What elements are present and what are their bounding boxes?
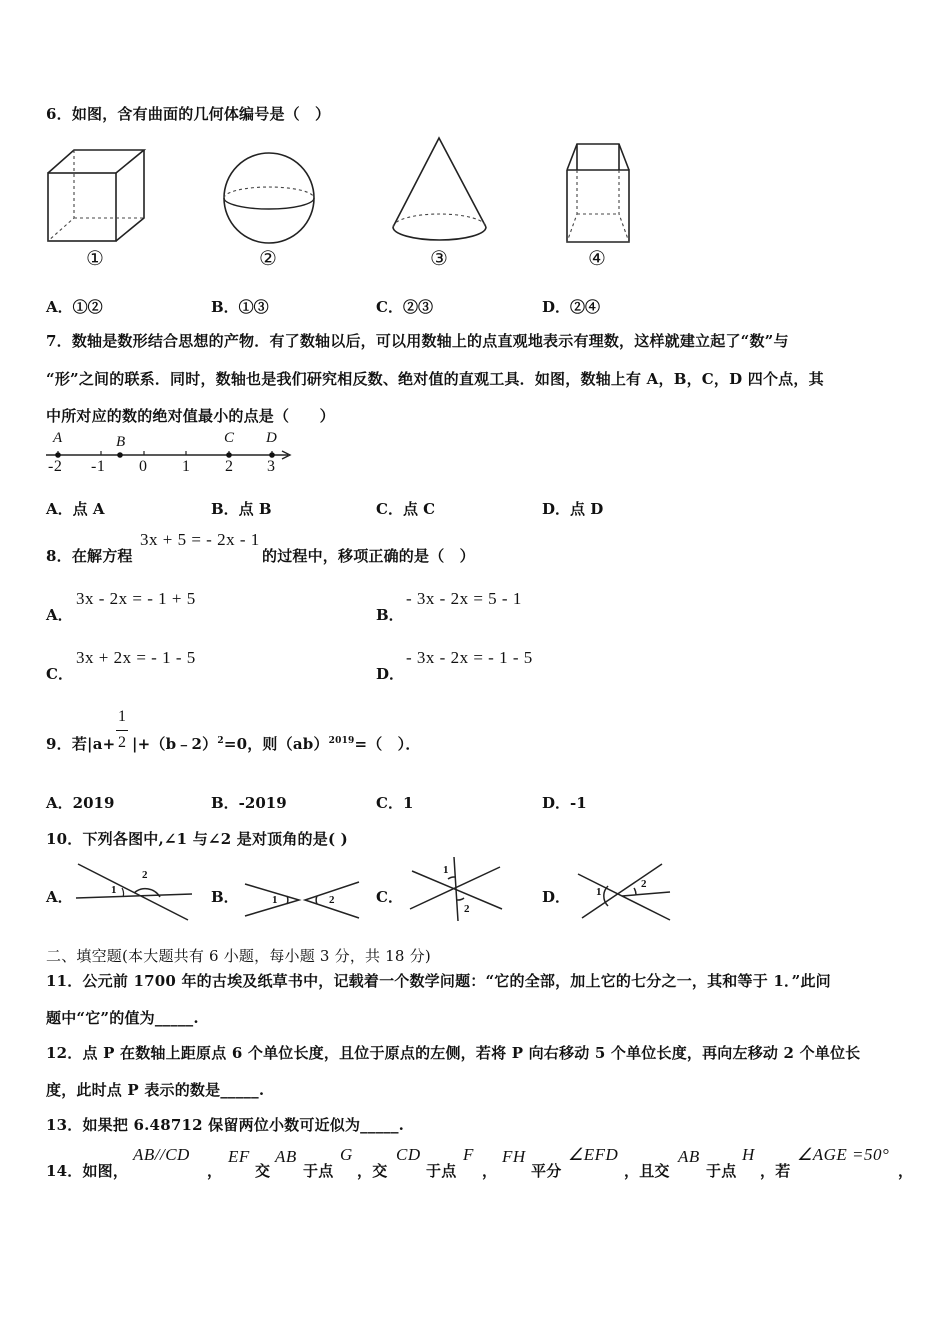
q10-option-d-letter[interactable]: D． [542, 888, 571, 906]
point-a-dot [55, 452, 61, 458]
q8-option-b-letter[interactable]: B． [376, 606, 404, 624]
q10-d-angle-2: 2 [641, 878, 647, 890]
figure-label-1: ① [86, 248, 104, 270]
q6-stem: 6．如图，含有曲面的几何体编号是（ ） [46, 105, 331, 123]
q11-line-2: 题中“它”的值为_____. [46, 1009, 199, 1027]
tick-label-3: 3 [267, 458, 276, 475]
tick-label-neg1: -1 [91, 458, 106, 475]
q6-option-d[interactable]: D．②④ [542, 298, 601, 316]
q10-option-a-letter[interactable]: A． [46, 888, 73, 906]
q7-option-a[interactable]: A．点 A [46, 500, 105, 518]
q14-math-f: F [463, 1145, 474, 1164]
figure-label-2: ② [259, 248, 277, 270]
q9-stem-b-wrap [132, 733, 421, 754]
q9-stem-b: |+（b﹣2） [132, 735, 218, 753]
q9-stem-d: =（ ）． [354, 735, 421, 753]
q8-stem-suffix: 的过程中，移项正确的是（ ） [262, 547, 475, 565]
q6-option-c[interactable]: C．②③ [376, 298, 433, 316]
q14-text-7: ， [482, 1162, 498, 1180]
q10-figure-c[interactable] [408, 855, 504, 923]
point-c-label: C [224, 430, 235, 446]
q14-text-4: 于点 [303, 1162, 334, 1180]
q9-stem-a: 9．若|a+ [46, 735, 116, 753]
q8-option-d-expr[interactable]: - 3x - 2x = - 1 - 5 [406, 648, 533, 667]
q14-math-cd: CD [396, 1145, 421, 1164]
q14-text-3: 交 [255, 1162, 271, 1180]
q10-figure-b[interactable] [243, 880, 363, 920]
q9-frac-denominator: 2 [118, 734, 126, 751]
q14-text-1: 14．如图， [46, 1162, 129, 1180]
sphere-figure [222, 151, 316, 245]
q8-option-d-letter[interactable]: D． [376, 665, 405, 683]
q10-c-angle-1: 1 [443, 864, 449, 876]
q7-option-b[interactable]: B．点 B [211, 500, 272, 518]
q14-math-ab-cd: AB//CD [133, 1145, 190, 1164]
prism-figure [565, 142, 633, 246]
q14-math-ab-2: AB [678, 1147, 700, 1166]
point-d-dot [269, 452, 275, 458]
cone-figure [390, 135, 490, 245]
q14-math-angle-age: ∠AGE =50° [797, 1145, 890, 1164]
q9-option-d[interactable]: D．-1 [542, 794, 587, 812]
point-d-label: D [266, 430, 278, 446]
q8-option-a-expr[interactable]: 3x - 2x = - 1 + 5 [76, 589, 196, 608]
q9-frac-numerator: 1 [118, 708, 126, 725]
q8-equation: 3x + 5 = - 2x - 1 [140, 530, 260, 549]
q14-text-12: ， [898, 1162, 914, 1180]
q9-option-c[interactable]: C．1 [376, 794, 414, 812]
q10-figure-a[interactable] [76, 860, 194, 922]
q10-option-b-letter[interactable]: B． [211, 888, 239, 906]
q12-line-2: 度，此时点 P 表示的数是_____. [46, 1081, 265, 1099]
q10-d-angle-1: 1 [596, 886, 602, 898]
number-line [44, 430, 294, 478]
q14-text-5: ，交 [357, 1162, 388, 1180]
q14-math-ef: EF [228, 1147, 250, 1166]
q13-line-1: 13．如果把 6.48712 保留两位小数可近似为_____. [46, 1116, 405, 1134]
q14-math-angle-efd: ∠EFD [568, 1145, 619, 1164]
q9-sup-1: 2 [217, 736, 224, 746]
figure-label-3: ③ [430, 248, 448, 270]
q7-line-2: “形”之间的联系．同时，数轴也是我们研究相反数、绝对值的直观工具．如图，数轴上有 A，B，C，D 四个点，其 [46, 370, 824, 388]
q8-option-a-letter[interactable]: A． [46, 606, 73, 624]
cube-figure [46, 148, 150, 244]
q6-option-a[interactable]: A．①② [46, 298, 103, 316]
q10-a-angle-1: 1 [111, 884, 117, 896]
q9-frac-bar [116, 730, 128, 731]
point-b-label: B [116, 434, 126, 450]
point-b-dot [117, 452, 123, 458]
q14-text-11: ，若 [760, 1162, 791, 1180]
figure-label-4: ④ [588, 248, 606, 270]
point-a-label: A [53, 430, 63, 446]
q14-math-h: H [742, 1145, 755, 1164]
tick-label-neg2: -2 [48, 458, 63, 475]
q6-option-b[interactable]: B．①③ [211, 298, 269, 316]
q8-stem-prefix: 8．在解方程 [46, 547, 133, 565]
q7-option-d[interactable]: D．点 D [542, 500, 604, 518]
q10-option-c-letter[interactable]: C． [376, 888, 403, 906]
q7-option-c[interactable]: C．点 C [376, 500, 436, 518]
q10-b-angle-2: 2 [329, 894, 335, 906]
q9-stem-c: =0，则（ab） [223, 735, 329, 753]
tick-label-1: 1 [182, 458, 191, 475]
q14-math-fh: FH [502, 1147, 526, 1166]
q10-figure-d[interactable] [576, 862, 674, 922]
q11-line-1: 11．公元前 1700 年的古埃及纸草书中，记载着一个数学问题：“它的全部，加上它的七分之一，其和等于 1．”此问 [46, 972, 831, 990]
q14-text-8: 平分 [531, 1162, 562, 1180]
q9-option-b[interactable]: B．-2019 [211, 794, 287, 812]
section-2-heading: 二、填空题(本大题共有 6 小题，每小题 3 分，共 18 分) [46, 947, 431, 965]
q8-option-c-letter[interactable]: C． [46, 665, 73, 683]
q14-text-10: 于点 [706, 1162, 737, 1180]
q14-text-6: 于点 [426, 1162, 457, 1180]
q7-line-1: 7．数轴是数形结合思想的产物．有了数轴以后，可以用数轴上的点直观地表示有理数，这样就建立起了“数”与 [46, 332, 789, 350]
q10-b-angle-1: 1 [272, 894, 278, 906]
tick-label-2: 2 [225, 458, 234, 475]
q14-math-ab: AB [275, 1147, 297, 1166]
q14-text-9: ，且交 [624, 1162, 670, 1180]
q8-option-c-expr[interactable]: 3x + 2x = - 1 - 5 [76, 648, 196, 667]
q8-option-b-expr[interactable]: - 3x - 2x = 5 - 1 [406, 589, 522, 608]
q14-text-2: ， [207, 1162, 223, 1180]
q12-line-1: 12．点 P 在数轴上距原点 6 个单位长度，且位于原点的左侧，若将 P 向右移动 5 个单位长度，再向左移动 2 个单位长 [46, 1044, 861, 1062]
point-c-dot [226, 452, 232, 458]
tick-label-0: 0 [139, 458, 148, 475]
q9-option-a[interactable]: A．2019 [46, 794, 115, 812]
q10-a-angle-2: 2 [142, 869, 148, 881]
q10-stem: 10．下列各图中,∠1 与∠2 是对顶角的是( ) [46, 830, 348, 848]
q9-sup-2: 2019 [328, 736, 355, 746]
q10-c-angle-2: 2 [464, 903, 470, 915]
q7-line-3: 中所对应的数的绝对值最小的点是（ ） [46, 407, 335, 425]
q14-math-g: G [340, 1145, 353, 1164]
